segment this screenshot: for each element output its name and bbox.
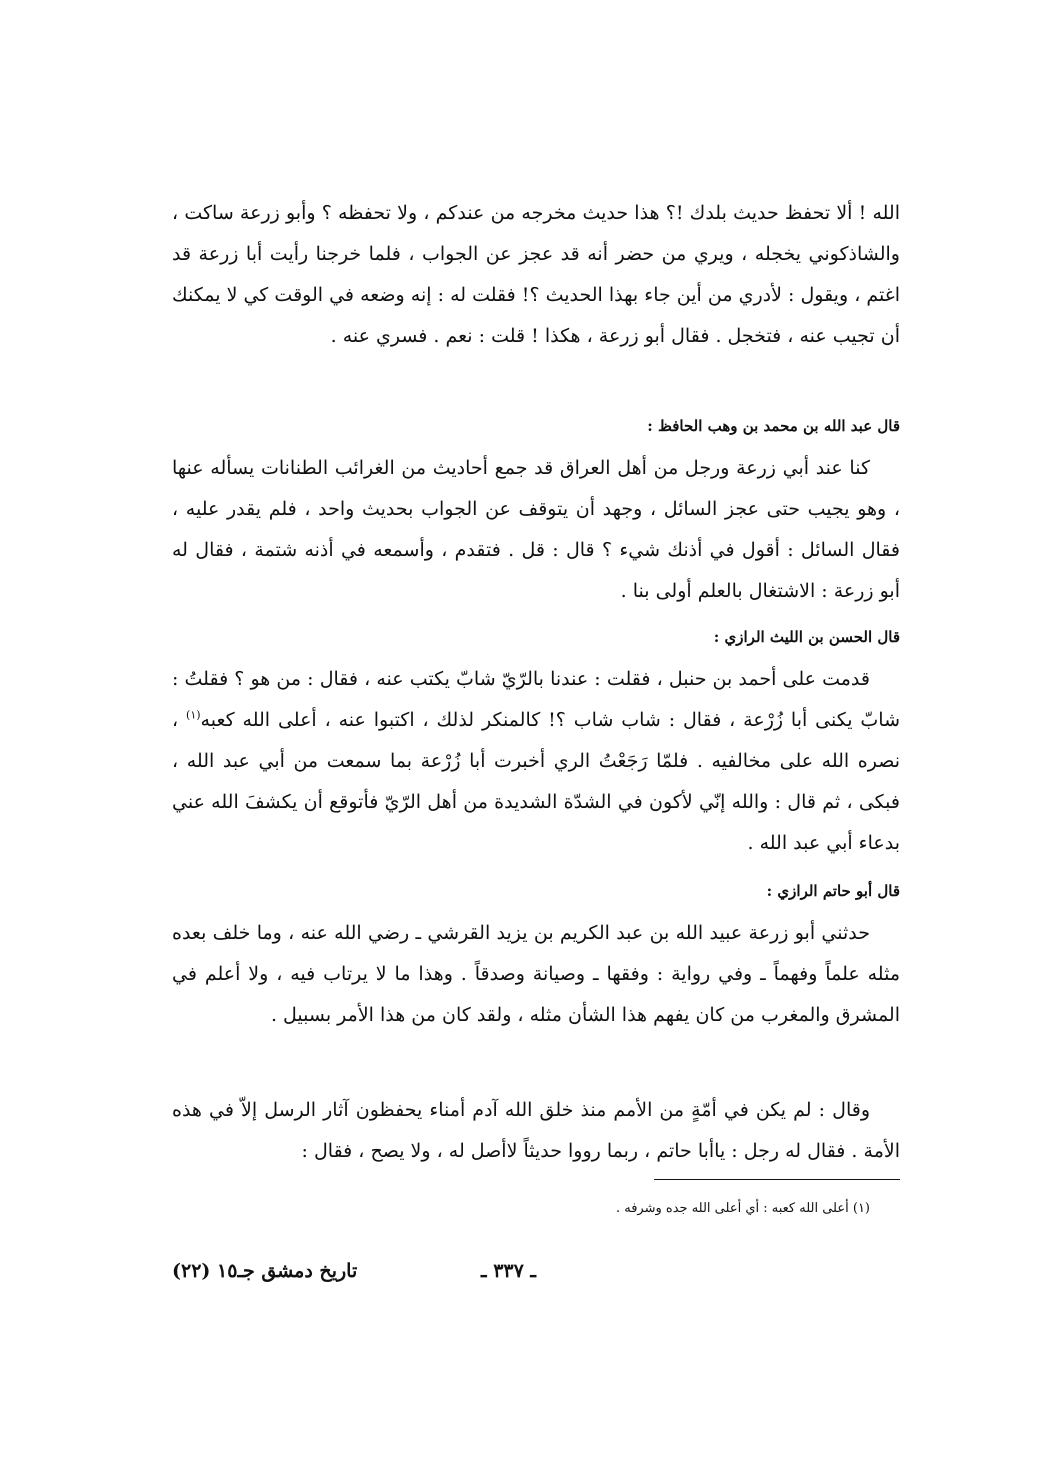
book-reference: تاريخ دمشق جـ١٥ (٢٢) bbox=[172, 1260, 358, 1282]
section-heading-ibn-wahb: قال عبد الله بن محمد بن وهب الحافظ : bbox=[647, 417, 900, 435]
paragraph-abu-hatim-2: وقال : لم يكن في أمّةٍ من الأمم منذ خلق الله آدم أمناء يحفظون آثار الرسل إلاّ في هذه الأمة . فقال له رجل : ياأبا حاتم ، ربما رووا حديثاً لاأصل له ، ولا يصح ، فقال : bbox=[172, 1099, 900, 1162]
footnote-divider bbox=[654, 1179, 900, 1180]
section-heading-abu-hatim: قال أبو حاتم الرازي : bbox=[766, 882, 900, 900]
paragraph-ibn-wahb: كنا عند أبي زرعة ورجل من أهل العراق قد جمع أحاديث من الغرائب الطنانات يسأله عنها ، وهو يجيب حتى عجز السائل ، وجهد أن يتوقف عن الجواب بحديث واحد ، فلم يقدر عليه ، فقال السائل : أقول في أذنك شيء ؟ قال : قل . فتقدم ، وأسمعه في أذنه شتمة ، فقال له أبو زرعة : الاشتغال بالعلم أولى بنا . bbox=[172, 457, 900, 602]
footnote-marker[interactable]: (١) bbox=[186, 708, 201, 722]
page-number: ـ ٣٣٧ ـ bbox=[481, 1260, 536, 1282]
paragraph-al-hasan bbox=[172, 659, 900, 864]
paragraph-al-hasan-part2: ، نصره الله على مخالفيه . فلمّا رَجَعْتُ الري أخبرت أبا زُرْعة بما سمعت من أبي عبد الله ، فبكى ، ثم قال : والله إنّي لأكون في الشدّة الشديدة من أهل الرّيّ فأتوقع أن يكشفَ الله عني بدعاء أبي عبد الله . bbox=[172, 709, 900, 854]
page-footer bbox=[172, 1254, 900, 1288]
paragraph-continuation: الله ! ألا تحفظ حديث بلدك !؟ هذا حديث مخرجه من عندكم ، ولا تحفظه ؟ وأبو زرعة ساكت ، والشاذكوني يخجله ، ويري من حضر أنه قد عجز عن الجواب ، فلما خرجنا رأيت أبا زرعة قد اغتم ، ويقول : لأدري من أين جاء بهذا الحديث ؟! فقلت له : إنه وضعه في الوقت كي لا يمكنك أن تجيب عنه ، فتخجل . فقال أبو زرعة ، هكذا ! قلت : نعم . فسري عنه . bbox=[172, 202, 900, 347]
paragraph-abu-hatim: حدثني أبو زرعة عبيد الله بن عبد الكريم بن يزيد القرشي ـ رضي الله عنه ، وما خلف بعده مثله علماً وفهماً ـ وفي رواية : وفقها ـ وصيانة وصدقاً . وهذا ما لا يرتاب فيه ، ولا أعلم في المشرق والمغرب من كان يفهم هذا الشأن مثله ، ولقد كان من هذا الأمر بسبيل . bbox=[172, 922, 900, 1026]
paragraph-al-hasan-part1: قدمت على أحمد بن حنبل ، فقلت : عندنا بالرّيّ شابّ يكتب عنه ، فقال : من هو ؟ فقلتُ : شابّ يكنى أبا زُرْعة ، فقال : شاب شاب ؟! كالمنكر لذلك ، اكتبوا عنه ، أعلى الله كعبه bbox=[172, 668, 901, 731]
footnote: (١) أعلى الله كعبه : أي أعلى الله جده وشرفه . bbox=[615, 1201, 870, 1216]
section-heading-al-hasan: قال الحسن بن الليث الرازي : bbox=[713, 628, 900, 646]
